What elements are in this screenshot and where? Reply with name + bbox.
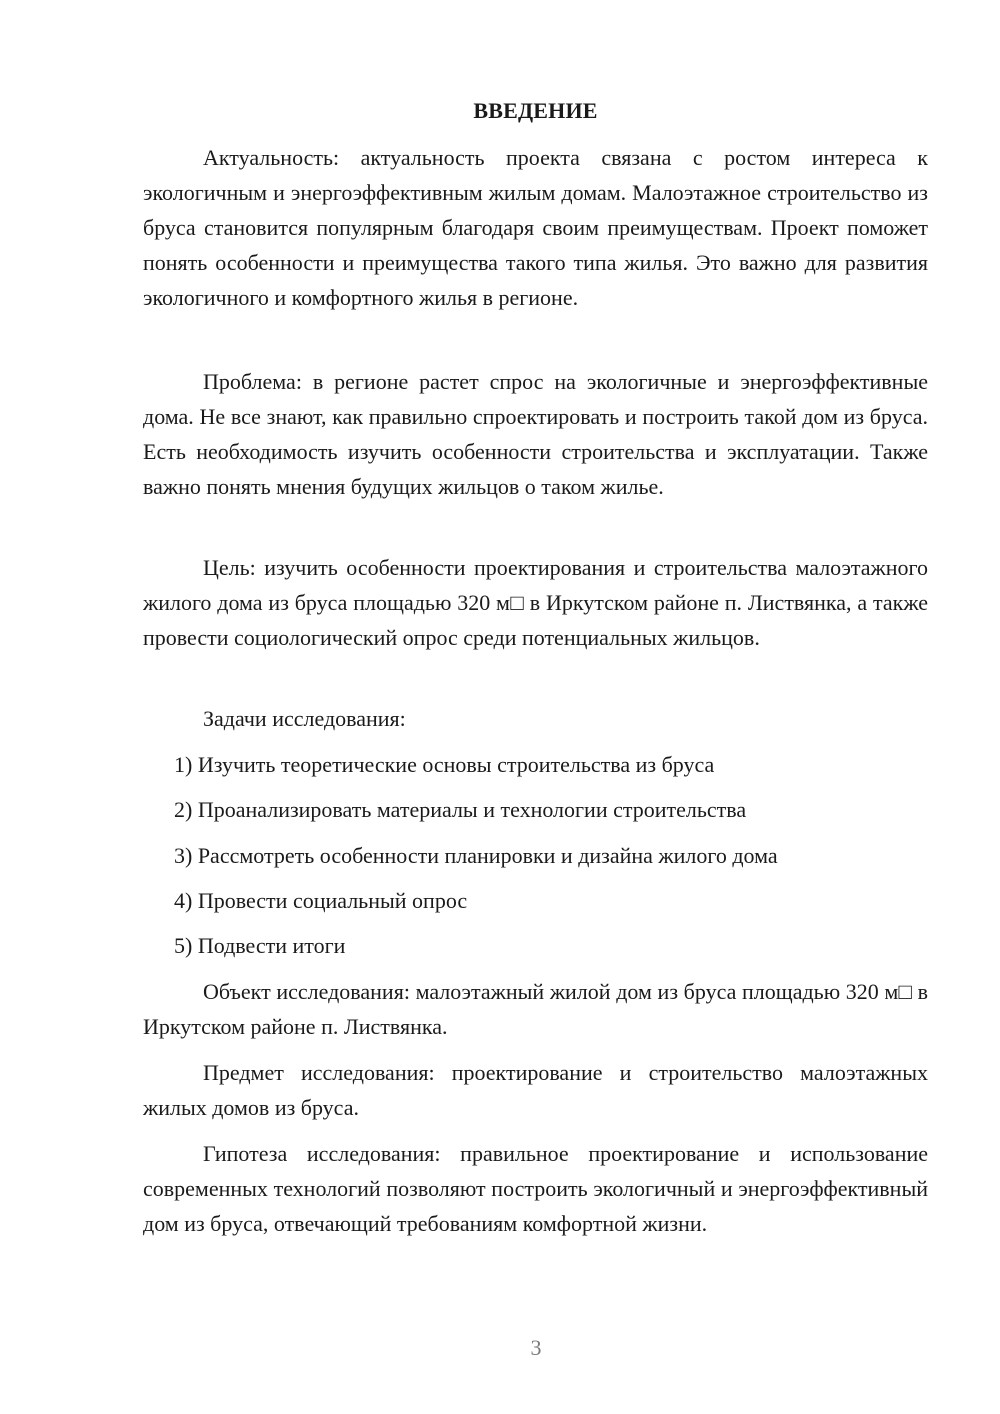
list-item: 3) Рассмотреть особенности планировки и дизайна жилого дома (174, 843, 778, 868)
tasks-list (143, 792, 928, 827)
subject-paragraph: Предмет исследования: проектирование и строительство малоэтажных жилых домов из бруса. (143, 1060, 928, 1120)
object-paragraph-block (143, 974, 928, 1044)
list-item: 1) Изучить теоретические основы строительства из бруса (174, 752, 715, 777)
list-item: 5) Подвести итоги (174, 933, 346, 958)
list-item: 4) Провести социальный опрос (174, 888, 468, 913)
problem-paragraph-block (143, 364, 928, 504)
relevance-paragraph: Актуальность: актуальность проекта связана с ростом интереса к экологичным и энергоэффективным жилым домам. Малоэтажное строительство из бруса становится популярным благодаря своим преимуществам. Проект поможет понять особенности и преимущества такого типа жилья. Это важно для развития экологичного и комфортного жилья в регионе. (143, 145, 928, 310)
tasks-list (143, 883, 928, 918)
hypothesis-paragraph: Гипотеза исследования: правильное проектирование и использование современных технологий позволяют построить экологичный и энергоэффективный дом из бруса, отвечающий требованиям комфортной жизни. (143, 1141, 928, 1236)
hypothesis-paragraph-block (143, 1136, 928, 1241)
tasks-list (143, 838, 928, 873)
page-number: 3 (530, 1335, 542, 1360)
page-title: ВВЕДЕНИЕ (473, 98, 598, 123)
tasks-heading-block (143, 701, 928, 736)
tasks-heading: Задачи исследования: (203, 706, 406, 731)
relevance-paragraph-block (143, 140, 928, 315)
subject-paragraph-block (143, 1055, 928, 1125)
goal-paragraph: Цель: изучить особенности проектирования и строительства малоэтажного жилого дома из бруса площадью 320 м□ в Иркутском районе п. Листвянка, а также провести социологический опрос среди потенциальных жильцов. (143, 555, 928, 650)
list-item: 2) Проанализировать материалы и технологии строительства (174, 797, 747, 822)
tasks-list (143, 928, 928, 963)
goal-paragraph-block (143, 550, 928, 655)
object-paragraph: Объект исследования: малоэтажный жилой дом из бруса площадью 320 м□ в Иркутском районе п. Листвянка. (143, 979, 928, 1039)
problem-paragraph: Проблема: в регионе растет спрос на экологичные и энергоэффективные дома. Не все знают, как правильно спроектировать и построить такой дом из бруса. Есть необходимость изучить особенности строительства и эксплуатации. Также важно понять мнения будущих жильцов о таком жилье. (143, 369, 928, 499)
tasks-list (143, 747, 928, 782)
